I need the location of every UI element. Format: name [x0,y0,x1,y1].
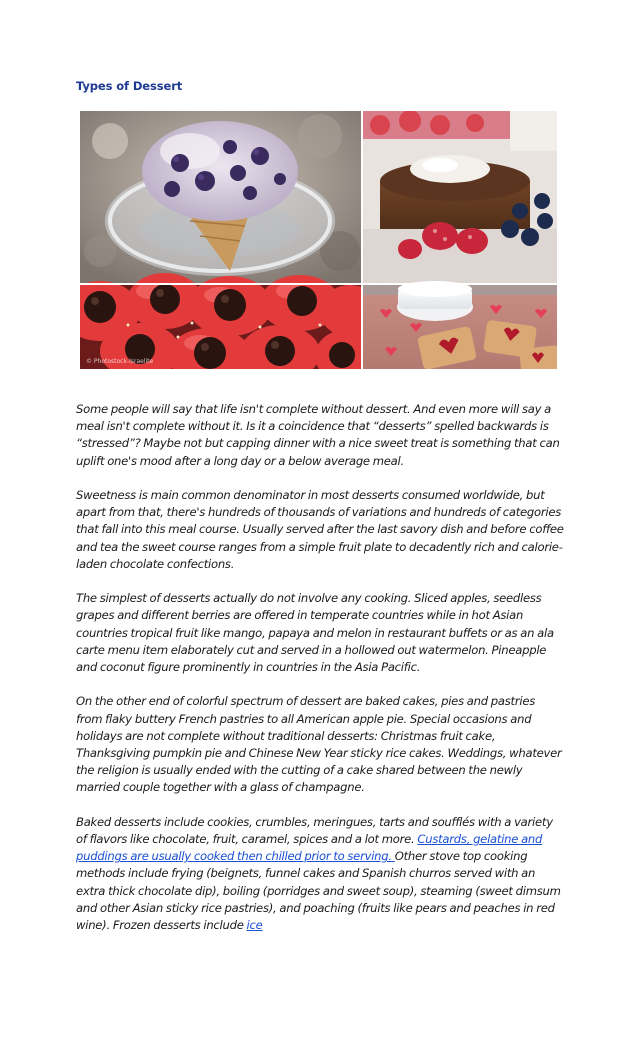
image-credit: © Photostock-Israelite [86,358,154,365]
article-body [76,401,564,951]
heart-cookies-photo [363,281,557,369]
paragraph-2: Sweetness is main common denominator in most desserts consumed worldwide, but apart from that, there's hundreds of thousands of variations and hundreds of categories that fall into this meal course. Usually served after the last savory dish and before coffee and tea the sweet course ranges from a simple fruit plate to decadently rich and calorie-laden chocolate confections. [76,488,564,571]
paragraph-5-text-b: Other stove top cooking methods include frying (beignets, funnel cakes and Spanish churros served with an extra thick chocolate dip), boiling (porridges and sweet soup), steaming (sweet dimsum and other Asian sticky rice pastries), and poaching (fruits like pears and peaches in red wine). Frozen desserts include [76,849,561,933]
collage-image [80,111,557,369]
paragraph-5 [76,814,564,934]
dessert-photo-collage [80,111,557,369]
paragraph-5-text-a: Baked desserts include cookies, crumbles, meringues, tarts and soufflés with a variety of flavors like chocolate, fruit, caramel, spices and a lot more. [76,814,553,847]
paragraph-1: Some people will say that life isn't complete without dessert. And even more will say a meal isn't complete without it. Is it a coincidence that “desserts” spelled backwards is “stressed”? Maybe not but capping dinner with a nice sweet treat is something that can uplift one's mood after a long day or a below average meal. [76,402,560,468]
chocolate-cake-photo [363,111,557,283]
page-title: Types of Dessert [76,79,183,93]
ice-cream-link[interactable]: ice [246,918,263,933]
paragraph-4: On the other end of colorful spectrum of dessert are baked cakes, pies and pastries from flaky buttery French pastries to all American apple pie. Special occasions and holidays are not complete without traditional desserts: Christmas fruit cake, Thanksgiving pumpkin pie and Chinese New Year sticky rice cakes. Weddings, whatever the religion is usually ended with the cutting of a cake shared between the newly married couple together with a glass of champagne. [76,694,562,795]
strawberries-photo [80,273,380,369]
ice-cream-photo [80,111,361,283]
custards-link[interactable]: Custards, gelatine and puddings are usually cooked then chilled prior to serving. [76,832,543,864]
paragraph-3: The simplest of desserts actually do not involve any cooking. Sliced apples, seedless grapes and different berries are offered in temperate countries while in hot Asian countries tropical fruit like mango, papaya and melon in restaurant buffets or as an ala carte menu item elaborately cut and served in a hollowed out watermelon. Pineapple and coconut figure prominently in countries in the Asia Pacific. [76,591,554,675]
